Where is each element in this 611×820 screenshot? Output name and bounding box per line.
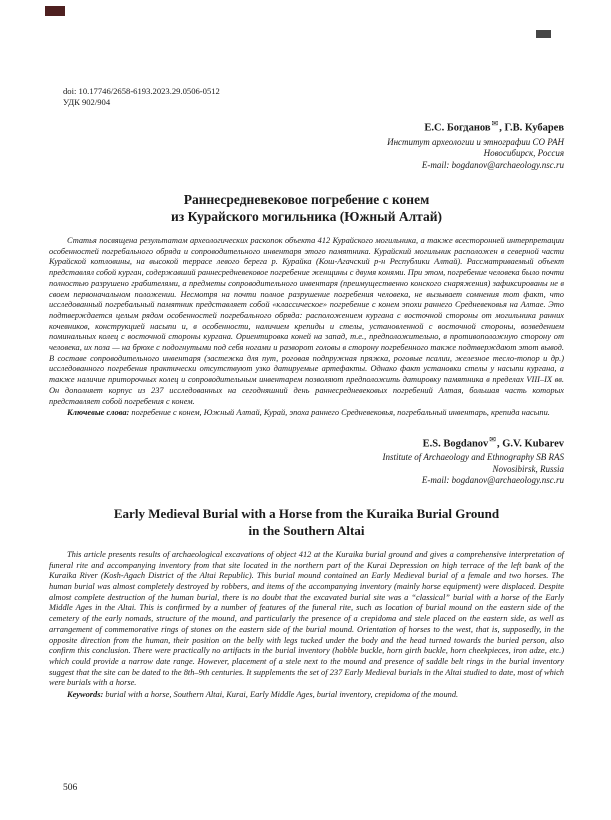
corner-mark-top-left — [45, 6, 65, 16]
keywords-text-ru: погребение с конем, Южный Алтай, Курай, эпоха раннего Средневековья, погребальный инвентарь, крепида насыпи. — [129, 408, 550, 418]
title-line-2-en: in the Southern Altai — [248, 522, 365, 538]
keywords-label-en: Keywords: — [67, 690, 104, 700]
page-number: 506 — [63, 783, 78, 793]
doi-line: doi: 10.17746/2658-6193.2023.29.0506-0512 — [63, 86, 220, 96]
affiliation-en — [49, 452, 564, 487]
authors-ru — [49, 117, 564, 135]
author-names-rest-en: , G.V. Kubarev — [497, 438, 564, 450]
title-line-2-ru: из Курайского могильника (Южный Алтай) — [171, 209, 442, 224]
author-names-rest-ru: , Г.В. Кубарев — [499, 122, 564, 134]
envelope-icon: ✉ — [489, 434, 496, 444]
affiliation-city-en: Novosibirsk, Russia — [492, 463, 564, 474]
title-line-1-en: Early Medieval Burial with a Horse from the Kuraika Burial Ground — [113, 505, 500, 521]
affiliation-email-ru: E-mail: bogdanov@archaeology.nsc.ru — [421, 159, 564, 170]
abstract-ru: Статья посвящена результатам археологических раскопок объекта 412 Курайского могильника, а также всесторонней интерпретации особенностей погребального обряда и сопроводительного инвентаря этого памятника. Курайский могильник расположен в северной части Курайской котловины, на высокой террасе левого берега р. Курайка (Кош-Агачский р-н Республики Алтай). Рассматриваемый объект представлял собой курган, содержавший раннесредневековое погребение женщины с двумя конями. При этом, погребение человека было почти полностью разрушено грабителями, а предметы сопроводительного инвентаря (преимущественно конского снаряжения) зафиксированы не в своем первоначальном положении. Несмотря на почти полное разрушение погребения человека, не вызывает сомнения тот факт, что исследованный погребальный памятник представляет собой «классическое» погребение с конем эпохи раннего Средневековья на Алтае. Это подтверждается целым рядом особенностей погребального обряда: расположением кургана с восточной стороны от могильника ранних кочевников, конструкцией насыпи и, в особенности, наличием крепиды и стелы, установленной с восточной стороны, возведением поминальных колец с восточной стороны кургана. Ориентировка коней на запад, т.е., предположительно, в противоположную сторону от человека, их поза — на брюхе с подогнутыми под себя ногами и разворот головы в сторону погребенного также подтверждают этот вывод. В составе сопроводительного инвентаря (застежка для пут, роговая подпружная пряжка, роговые псалии, железное тесло-топор и др.) исследованного погребения практически отсутствуют узко датируемые артефакты. Однако факт установки стелы у насыпи кургана, а также наличие приторочных колец и сопроводительным инвентарем позволяют предположить датировку памятника в пределах VIII–IX вв. Он дополняет корпус из 237 исследованных на сегодняшний день раннесредневековых погребений Алтая, большая часть которых представляет собой погребения с конем. — [49, 236, 564, 406]
affiliation-email-en: E-mail: bogdanov@archaeology.nsc.ru — [421, 475, 564, 486]
abstract-en: This article presents results of archaeological excavations of object 412 at the Kuraika burial ground and gives a comprehensive interpretation of funeral rite and accompanying inventory from that site located in the northern part of the Kurai Depression on high terrace of the left bank of the Kuraika River (Kosh-Agach District of the Altai Republic). This burial mound contained an Early Medieval burial of a female and two horses. The human burial was almost completely destroyed by robbers, and items of the accompanying inventory (mainly horse equipment) were displaced. Despite almost complete destruction of the human burial, there is no doubt that the excavated burial site was a “classical” burial with a horse of the Early Middle Ages in the Altai. This is confirmed by a number of features of the funeral rite, such as location of burial mound on the eastern side of the cemetery of the early nomads, structure of the mound, and particularly the presence of a crepidoma and stele placed on the eastern side, as well as arrangement of commemorative rings of stones on the eastern side of the burial mound. Orientation of horses to the west, that is, supposedly, in the opposite direction from the human, their position on the belly with legs tucked under the body and the head turned towards the buried person, also confirm this conclusion. There were practically no artifacts in the burial inventory (hobble buckle, horn girth buckle, horn cheekpieces, iron adze, etc.) which could provide a narrow date range. However, placement of a stele next to the mound and presence of saddle belt rings in the burial inventory suggest that the site can be dated to the 8th–9th centuries. It supplements the set of 237 Early Medieval burials in the Altai studied to date, most of which were burials with a horse. — [49, 549, 564, 688]
article-title-en — [49, 505, 564, 539]
affiliation-ru — [49, 137, 564, 172]
corner-mark-top-right — [536, 30, 551, 38]
author-name-en: E.S. Bogdanov — [422, 438, 489, 450]
title-line-1-ru: Раннесредневековое погребение с конем — [183, 192, 430, 207]
keywords-ru — [49, 408, 564, 419]
udk-line: УДК 902/904 — [63, 97, 111, 107]
page-content — [49, 86, 564, 701]
keywords-text-en: burial with a horse, Southern Altai, Kurai, Early Middle Ages, burial inventory, crepidoma of the mound. — [103, 690, 459, 700]
keywords-label-ru: Ключевые слова: — [67, 408, 130, 418]
affiliation-institute-ru: Институт археологии и этнографии СО РАН — [387, 136, 564, 147]
affiliation-city-ru: Новосибирск, Россия — [483, 148, 564, 158]
envelope-icon: ✉ — [491, 119, 499, 128]
keywords-en — [49, 690, 564, 701]
article-title-ru — [49, 191, 564, 225]
authors-en — [49, 433, 564, 451]
affiliation-institute-en: Institute of Archaeology and Ethnography SB RAS — [382, 452, 564, 463]
author-name-ru: Е.С. Богданов — [424, 122, 491, 134]
